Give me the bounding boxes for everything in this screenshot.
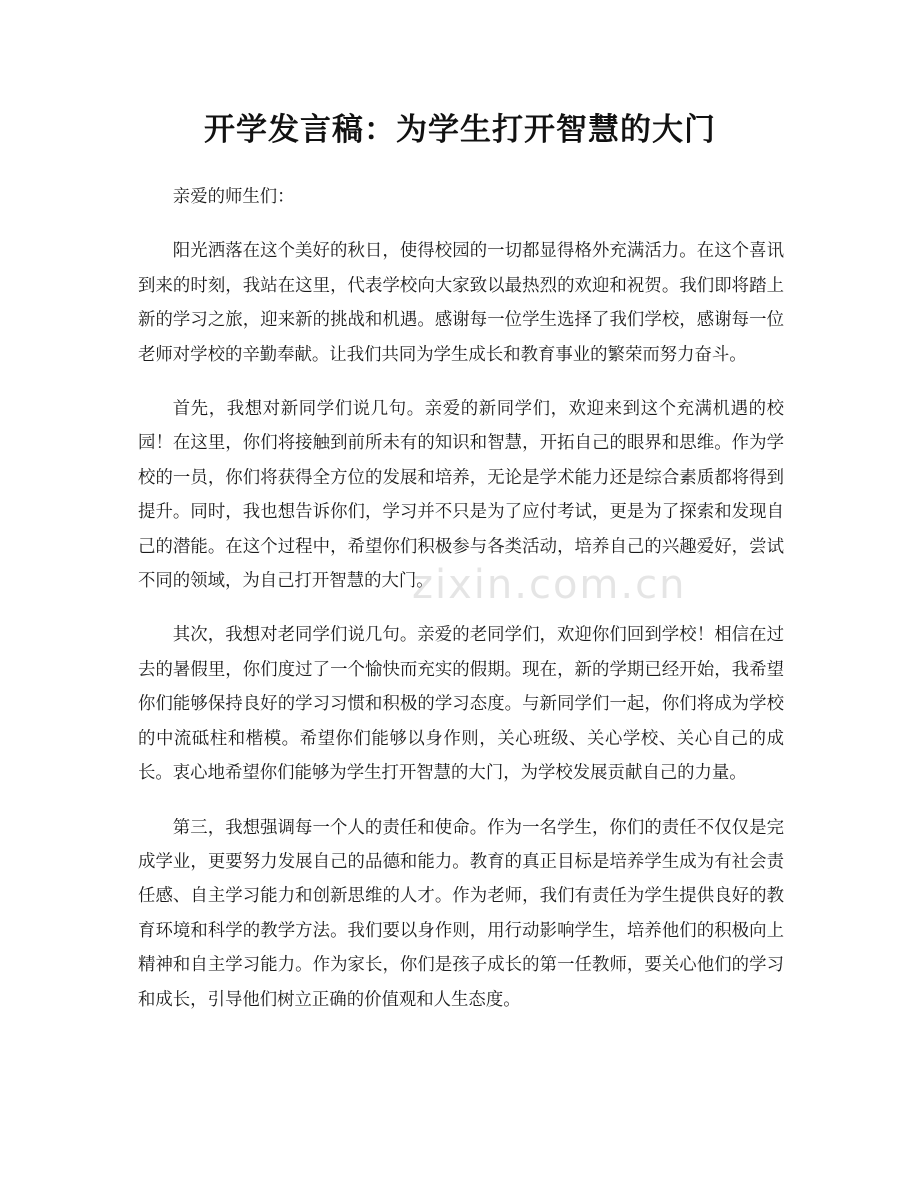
paragraph-new-students: 首先，我想对新同学们说几句。亲爱的新同学们，欢迎来到这个充满机遇的校园！在这里，你们将接触到前所未有的知识和智慧，开拓自己的眼界和思维。作为学校的一员，你们将获得全方位的发展和培养，无论是学术能力还是综合素质都将得到提升。同时，我也想告诉你们，学习并不只是为了应付考试，更是为了探索和发现自己的潜能。在这个过程中，希望你们积极参与各类活动，培养自己的兴趣爱好，尝试不同的领域，为自己打开智慧的大门。	[138, 399, 784, 592]
paragraph-returning-students: 其次，我想对老同学们说几句。亲爱的老同学们，欢迎你们回到学校！相信在过去的暑假里，你们度过了一个愉快而充实的假期。现在，新的学期已经开始，我希望你们能够保持良好的学习习惯和积极的学习态度。与新同学们一起，你们将成为学校的中流砥柱和楷模。希望你们能够以身作则，关心班级、关心学校、关心自己的成长。衷心地希望你们能够为学生打开智慧的大门，为学校发展贡献自己的力量。	[138, 625, 784, 784]
paragraph-intro: 阳光洒落在这个美好的秋日，使得校园的一切都显得格外充满活力。在这个喜讯到来的时刻，我站在这里，代表学校向大家致以最热烈的欢迎和祝贺。我们即将踏上新的学习之旅，迎来新的挑战和机遇。感谢每一位学生选择了我们学校，感谢每一位老师对学校的辛勤奉献。让我们共同为学生成长和教育事业的繁荣而努力奋斗。	[138, 241, 784, 365]
document-title: 开学发言稿：为学生打开智慧的大门	[204, 112, 716, 148]
paragraph-responsibility: 第三，我想强调每一个人的责任和使命。作为一名学生，你们的责任不仅仅是完成学业，更要努力发展自己的品德和能力。教育的真正目标是培养学生成为有社会责任感、自主学习能力和创新思维的人才。作为老师，我们有责任为学生提供良好的教育环境和科学的教学方法。我们要以身作则，用行动影响学生，培养他们的积极向上精神和自主学习能力。作为家长，你们是孩子成长的第一任教师，要关心他们的学习和成长，引导他们树立正确的价值观和人生态度。	[138, 817, 784, 1010]
watermark: zixin.com.cn	[412, 562, 687, 608]
document-body	[138, 180, 784, 1037]
greeting-line: 亲爱的师生们：	[172, 187, 295, 207]
